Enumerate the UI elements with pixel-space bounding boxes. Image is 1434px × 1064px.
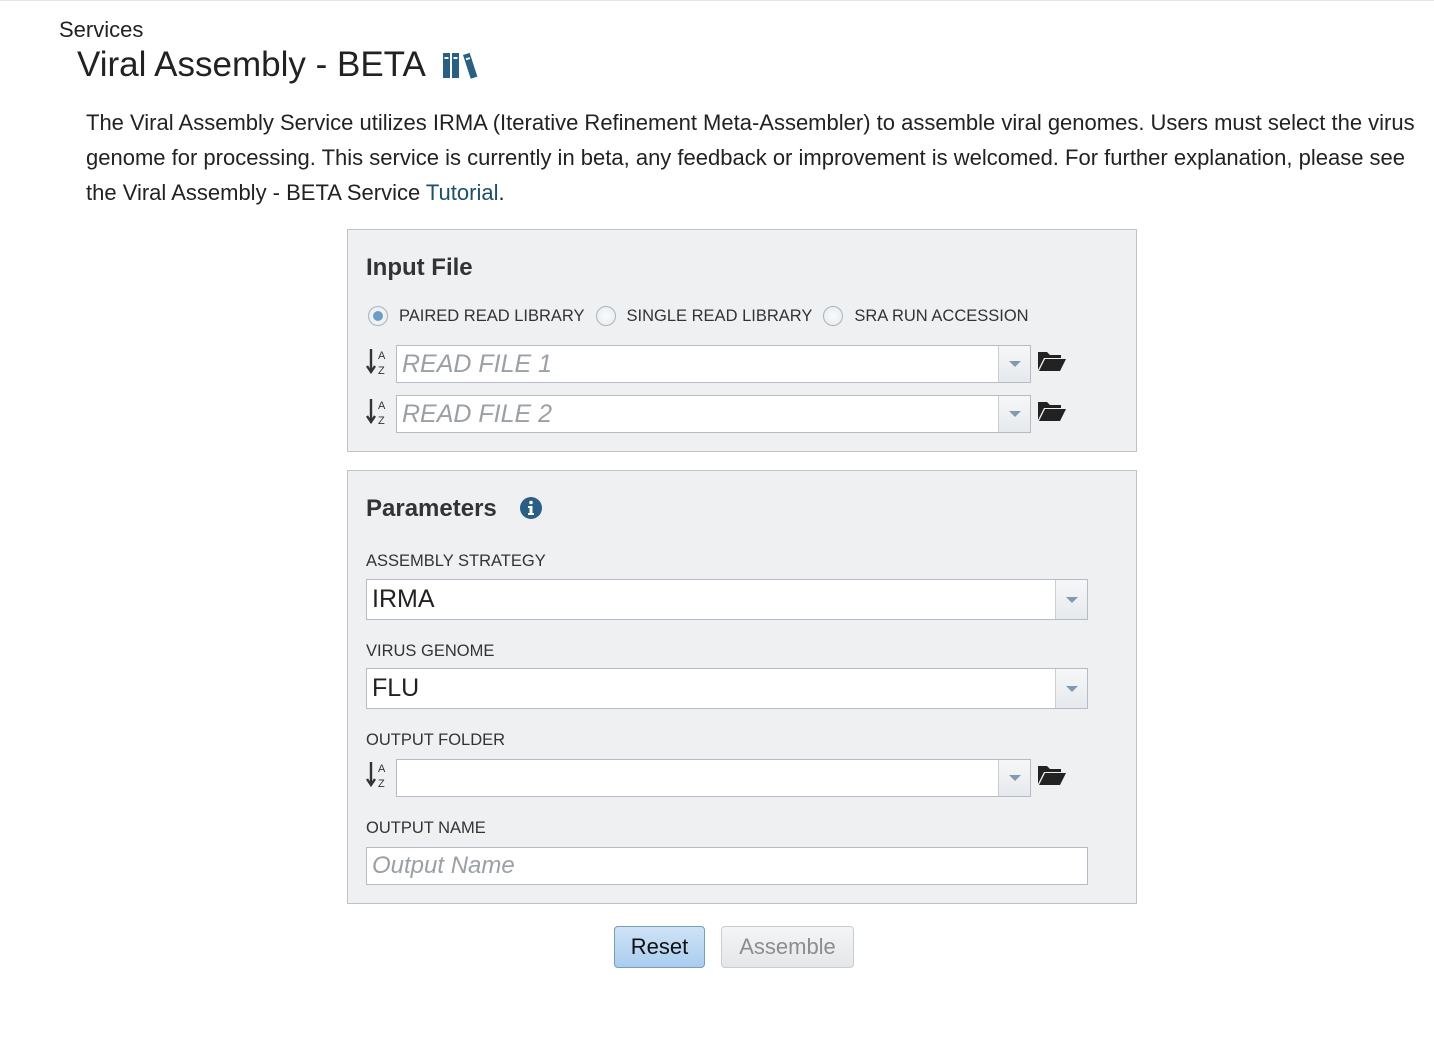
read-file-2-select[interactable] bbox=[396, 395, 1031, 433]
read-file-1-placeholder: READ FILE 1 bbox=[402, 349, 553, 378]
parameters-panel bbox=[347, 470, 1137, 904]
assemble-button[interactable]: Assemble bbox=[721, 926, 854, 968]
output-folder-select[interactable] bbox=[396, 759, 1031, 797]
svg-text:Z: Z bbox=[378, 365, 385, 377]
folder-open-icon[interactable] bbox=[1037, 399, 1067, 423]
folder-open-icon[interactable] bbox=[1037, 349, 1067, 373]
single-read-radio[interactable] bbox=[596, 306, 616, 326]
assembly-strategy-select[interactable] bbox=[366, 579, 1088, 620]
read-file-1-select[interactable] bbox=[396, 345, 1031, 383]
folder-open-icon[interactable] bbox=[1037, 763, 1067, 787]
output-name-label: OUTPUT NAME bbox=[366, 819, 486, 837]
virus-genome-value: FLU bbox=[372, 674, 420, 702]
read-file-2-placeholder: READ FILE 2 bbox=[402, 399, 553, 428]
chevron-down-icon[interactable] bbox=[1055, 669, 1087, 708]
paired-read-radio[interactable] bbox=[368, 306, 388, 326]
page-title: Viral Assembly - BETA bbox=[77, 45, 426, 84]
virus-genome-select[interactable] bbox=[366, 668, 1088, 709]
intro-suffix: . bbox=[498, 180, 505, 205]
page-title-row bbox=[77, 45, 482, 85]
virus-genome-label: VIRUS GENOME bbox=[366, 642, 495, 660]
single-read-label[interactable]: SINGLE READ LIBRARY bbox=[626, 306, 813, 325]
breadcrumb[interactable]: Services bbox=[59, 17, 144, 42]
sort-az-icon[interactable] bbox=[366, 347, 390, 377]
library-type-radios bbox=[368, 306, 1040, 326]
intro-text bbox=[86, 105, 1416, 210]
svg-text:A: A bbox=[378, 350, 386, 362]
info-icon[interactable] bbox=[519, 496, 543, 520]
assembly-strategy-label: ASSEMBLY STRATEGY bbox=[366, 552, 546, 570]
tutorial-link[interactable]: Tutorial bbox=[425, 180, 499, 205]
parameters-title: Parameters bbox=[366, 495, 497, 522]
input-file-panel bbox=[347, 229, 1137, 452]
intro-body: The Viral Assembly Service utilizes IRMA (Iterative Refinement Meta-Assembler) to assemble viral genomes. Users must select the virus genome for processing. This service is currently in beta, any feedback or improvement is welcomed. For further explanation, please see the Viral Assembly - BETA Service bbox=[86, 110, 1415, 205]
chevron-down-icon[interactable] bbox=[998, 396, 1030, 432]
svg-text:Z: Z bbox=[378, 778, 385, 790]
svg-text:A: A bbox=[378, 763, 386, 775]
input-file-title: Input File bbox=[366, 254, 473, 281]
output-name-input[interactable] bbox=[366, 847, 1088, 885]
chevron-down-icon[interactable] bbox=[1055, 580, 1087, 619]
sort-az-icon[interactable] bbox=[366, 397, 390, 427]
sra-run-label[interactable]: SRA RUN ACCESSION bbox=[854, 306, 1029, 325]
assembly-strategy-value: IRMA bbox=[372, 585, 435, 613]
svg-text:Z: Z bbox=[378, 415, 385, 427]
output-folder-label: OUTPUT FOLDER bbox=[366, 731, 506, 749]
sort-az-icon[interactable] bbox=[366, 760, 390, 790]
svg-text:A: A bbox=[378, 400, 386, 412]
chevron-down-icon[interactable] bbox=[998, 760, 1030, 796]
reset-button[interactable]: Reset bbox=[614, 926, 705, 968]
chevron-down-icon[interactable] bbox=[998, 346, 1030, 382]
library-books-icon[interactable] bbox=[442, 50, 482, 80]
paired-read-label[interactable]: PAIRED READ LIBRARY bbox=[399, 306, 585, 325]
sra-run-radio[interactable] bbox=[823, 306, 843, 326]
